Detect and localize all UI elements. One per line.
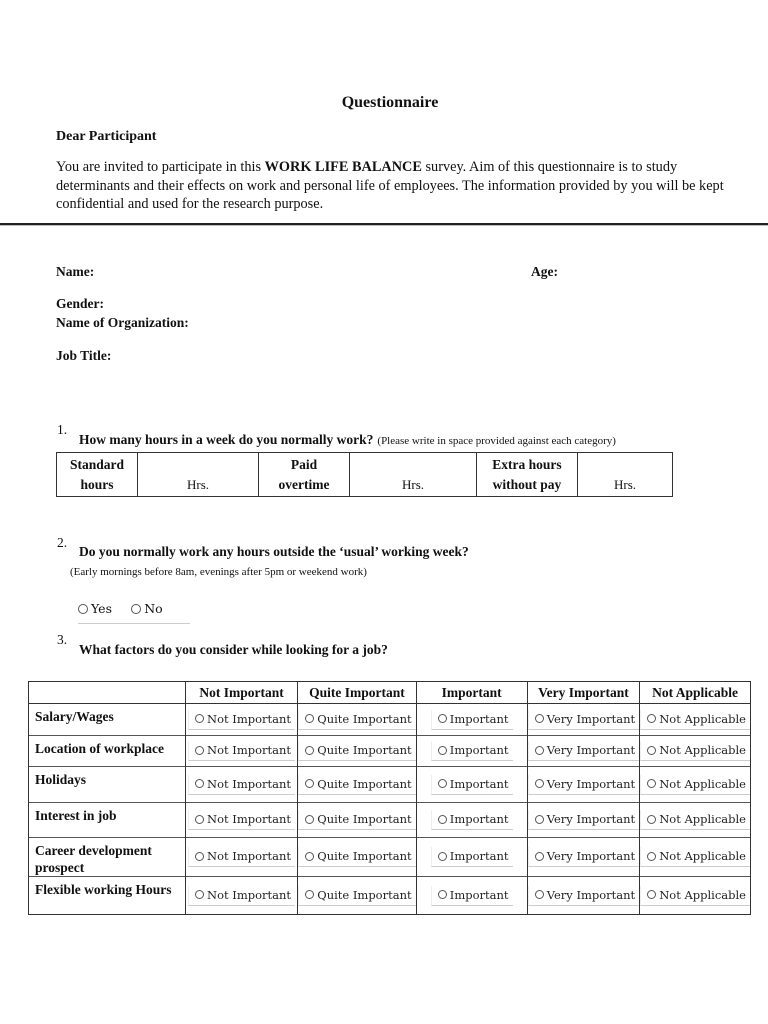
hours-label-standard: Standard hours (57, 453, 138, 497)
factor-cell-not-applicable (640, 803, 751, 838)
radio-icon[interactable] (438, 890, 447, 899)
factor-cell-important (416, 704, 527, 736)
factor-cell-not-important (185, 877, 298, 915)
no-option[interactable]: No (131, 601, 162, 616)
radio-icon[interactable] (647, 714, 656, 723)
gender-label: Gender: (56, 296, 104, 311)
radio-icon[interactable] (535, 852, 544, 861)
factor-row (29, 736, 751, 767)
quite-important-option[interactable]: Quite Important (298, 741, 415, 761)
important-option[interactable]: Important (431, 886, 513, 906)
quite-important-option[interactable]: Quite Important (298, 775, 415, 795)
radio-icon[interactable] (535, 714, 544, 723)
very-important-option[interactable]: Very Important (528, 886, 639, 906)
important-option[interactable]: Important (431, 741, 513, 761)
radio-icon[interactable] (647, 815, 656, 824)
factor-cell-important (416, 767, 527, 803)
radio-icon[interactable] (535, 746, 544, 755)
col-header-quite-important: Quite Important (298, 682, 416, 704)
very-important-option[interactable]: Very Important (528, 741, 639, 761)
radio-icon[interactable] (195, 815, 204, 824)
factor-cell-quite-important (298, 803, 416, 838)
radio-icon[interactable] (438, 779, 447, 788)
radio-icon[interactable] (438, 852, 447, 861)
important-option[interactable]: Important (431, 847, 513, 867)
factor-cell-important (416, 736, 527, 767)
q2-text: Do you normally work any hours outside the ‘usual’ working week? (79, 544, 469, 559)
radio-icon[interactable] (647, 890, 656, 899)
radio-icon[interactable] (195, 852, 204, 861)
job-title-label: Job Title: (56, 348, 112, 363)
radio-icon[interactable] (305, 815, 314, 824)
factor-cell-very-important (527, 877, 639, 915)
factor-row (29, 704, 751, 736)
hours-table (56, 452, 673, 497)
factor-row (29, 838, 751, 877)
factor-cell-very-important (527, 803, 639, 838)
hours-label-extra: Extra hours without pay (477, 453, 578, 497)
page-title: Questionnaire (341, 94, 439, 111)
radio-icon[interactable] (438, 815, 447, 824)
not-applicable-option[interactable]: Not Applicable (640, 741, 750, 761)
factor-cell-not-applicable (640, 704, 751, 736)
factor-cell-quite-important (298, 877, 416, 915)
factor-cell-important (416, 877, 527, 915)
factor-cell-very-important (527, 704, 639, 736)
radio-icon[interactable] (305, 779, 314, 788)
factor-cell-quite-important (298, 838, 416, 877)
very-important-option[interactable]: Very Important (528, 710, 639, 730)
q1-number: 1. (57, 422, 68, 437)
radio-icon[interactable] (647, 746, 656, 755)
radio-icon[interactable] (195, 890, 204, 899)
col-header-important: Important (416, 682, 527, 704)
radio-icon[interactable] (438, 746, 447, 755)
factor-cell-not-important (185, 767, 298, 803)
factor-cell-very-important (527, 838, 639, 877)
not-important-option[interactable]: Not Important (188, 775, 295, 795)
radio-icon[interactable] (438, 714, 447, 723)
radio-icon[interactable] (195, 779, 204, 788)
factor-cell-important (416, 803, 527, 838)
factors-table (28, 681, 751, 915)
not-important-option[interactable]: Not Important (188, 710, 295, 730)
radio-icon[interactable] (535, 779, 544, 788)
factor-header-blank (29, 682, 186, 704)
factor-cell-not-important (185, 803, 298, 838)
not-important-option[interactable]: Not Important (188, 810, 295, 830)
radio-icon[interactable] (647, 852, 656, 861)
radio-icon[interactable] (305, 852, 314, 861)
factor-label: Interest in job (29, 803, 186, 838)
factor-cell-very-important (527, 767, 639, 803)
factor-cell-not-applicable (640, 736, 751, 767)
hours-label-overtime: Paid overtime (259, 453, 350, 497)
factor-cell-not-important (185, 736, 298, 767)
not-applicable-option[interactable]: Not Applicable (640, 886, 750, 906)
factor-label: Holidays (29, 767, 186, 803)
radio-icon[interactable] (131, 604, 141, 614)
important-option[interactable]: Important (431, 710, 513, 730)
q1-question (79, 431, 616, 449)
hours-input-extra[interactable]: Hrs. (578, 453, 673, 497)
radio-icon[interactable] (305, 746, 314, 755)
factor-label: Flexible working Hours (29, 877, 186, 915)
col-header-not-applicable: Not Applicable (640, 682, 751, 704)
col-header-not-important: Not Important (185, 682, 298, 704)
not-applicable-option[interactable]: Not Applicable (640, 710, 750, 730)
very-important-option[interactable]: Very Important (528, 847, 639, 867)
q2-number: 2. (57, 535, 68, 550)
factor-cell-quite-important (298, 704, 416, 736)
factor-label: Career development prospect (29, 838, 186, 877)
factor-cell-not-important (185, 838, 298, 877)
q3-number: 3. (57, 632, 68, 647)
name-label: Name: (56, 264, 95, 279)
yes-option[interactable]: Yes (78, 601, 112, 616)
not-applicable-option[interactable]: Not Applicable (640, 775, 750, 795)
intro-text-end: survey. Aim of this questionnaire is to study determinants and their effects on work and personal life of employees. The information provided by you will be kept confidential and used for the research purpose. (56, 159, 724, 212)
greeting: Dear Participant (56, 129, 157, 144)
intro-text-start: You are invited to participate in this (56, 159, 265, 175)
intro-paragraph (56, 158, 724, 214)
factor-cell-quite-important (298, 736, 416, 767)
survey-name: WORK LIFE BALANCE (264, 159, 422, 175)
hours-input-overtime[interactable]: Hrs. (350, 453, 477, 497)
factor-cell-not-applicable (640, 838, 751, 877)
radio-icon[interactable] (647, 779, 656, 788)
quite-important-option[interactable]: Quite Important (298, 886, 415, 906)
factor-row (29, 803, 751, 838)
not-applicable-option[interactable]: Not Applicable (640, 810, 750, 830)
quite-important-option[interactable]: Quite Important (298, 810, 415, 830)
section-divider (0, 223, 768, 226)
factor-cell-not-applicable (640, 767, 751, 803)
radio-icon[interactable] (305, 890, 314, 899)
factor-row (29, 877, 751, 915)
factor-label: Salary/Wages (29, 704, 186, 736)
radio-icon[interactable] (195, 714, 204, 723)
factor-cell-not-important (185, 704, 298, 736)
q2-note: (Early mornings before 8am, evenings after 5pm or weekend work) (70, 566, 367, 578)
radio-icon[interactable] (78, 604, 88, 614)
important-option[interactable]: Important (431, 810, 513, 830)
not-important-option[interactable]: Not Important (188, 886, 295, 906)
important-option[interactable]: Important (431, 775, 513, 795)
col-header-very-important: Very Important (527, 682, 639, 704)
factor-cell-important (416, 838, 527, 877)
radio-icon[interactable] (535, 890, 544, 899)
radio-icon[interactable] (195, 746, 204, 755)
hours-input-standard[interactable]: Hrs. (138, 453, 259, 497)
radio-icon[interactable] (535, 815, 544, 824)
very-important-option[interactable]: Very Important (528, 775, 639, 795)
q1-note: (Please write in space provided against each category) (377, 435, 616, 447)
not-applicable-option[interactable]: Not Applicable (640, 847, 750, 867)
factor-label: Location of workplace (29, 736, 186, 767)
factor-cell-quite-important (298, 767, 416, 803)
factor-cell-not-applicable (640, 877, 751, 915)
organization-label: Name of Organization: (56, 315, 189, 330)
q2-options (78, 601, 190, 624)
not-important-option[interactable]: Not Important (188, 741, 295, 761)
quite-important-option[interactable]: Quite Important (298, 847, 415, 867)
radio-icon[interactable] (305, 714, 314, 723)
quite-important-option[interactable]: Quite Important (298, 710, 415, 730)
very-important-option[interactable]: Very Important (528, 810, 639, 830)
q1-text: How many hours in a week do you normally work? (79, 432, 374, 447)
factor-cell-very-important (527, 736, 639, 767)
not-important-option[interactable]: Not Important (188, 847, 295, 867)
q3-text: What factors do you consider while looking for a job? (79, 642, 388, 657)
age-label: Age: (531, 264, 558, 279)
factor-row (29, 767, 751, 803)
